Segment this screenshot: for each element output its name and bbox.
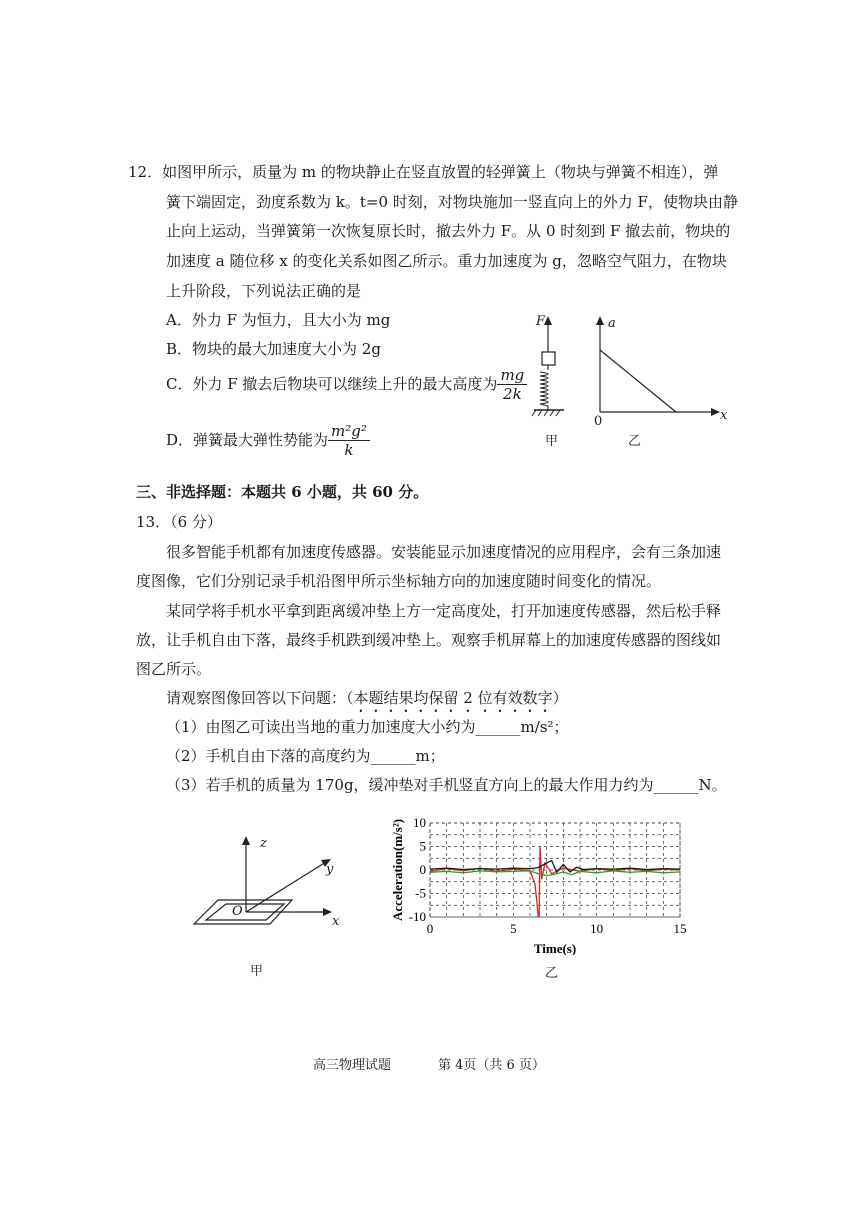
q12-option-b: B．物块的最大加速度大小为 2g (166, 340, 381, 358)
q12-line-2: 簧下端固定，劲度系数为 k。t=0 时刻，对物块施加一竖直向上的外力 F，使物块由静 (166, 193, 738, 211)
q13-para2-line1: 某同学将手机水平拿到距离缓冲垫上方一定高度处，打开加速度传感器，然后松手释 (166, 602, 722, 620)
q12-option-a: A．外力 F 为恒力，且大小为 mg (166, 311, 391, 329)
acceleration-chart (380, 805, 700, 955)
q13-para1-line2: 度图像，它们分别记录手机沿图甲所示坐标轴方向的加速度随时间变化的情况。 (136, 572, 662, 590)
q13-prompt-suffix: ） (552, 689, 568, 707)
x-axis-label: x (720, 408, 728, 423)
y-axis-label: y (326, 862, 334, 877)
q12-jia-caption: 甲 (545, 434, 559, 449)
q12-option-c (166, 364, 527, 404)
x-tick-label: 15 (673, 921, 687, 936)
origin-label: O (232, 904, 243, 919)
fraction-numerator: mg (497, 366, 527, 385)
footer-page-number: 第 4页（共 6 页） (438, 1058, 545, 1073)
q13-para1-line1: 很多智能手机都有加速度传感器。安装能显示加速度情况的应用程序，会有三条加速 (166, 543, 722, 561)
q12-option-d-fraction (328, 422, 370, 459)
force-label: F (536, 314, 546, 329)
x-tick-label: 10 (590, 921, 604, 936)
y-tick-label: 0 (419, 862, 426, 877)
q12-spring-figure (520, 312, 603, 452)
fraction-numerator: m²g² (328, 422, 370, 441)
y-tick-label: -10 (408, 909, 426, 924)
q13-subquestion-1: （1）由图乙可读出当地的重力加速度大小约为______m/s²； (166, 718, 569, 736)
origin-label: 0 (594, 414, 603, 429)
q13-subquestion-3: （3）若手机的质量为 170g，缓冲垫对手机竖直方向上的最大作用力约为______N。 (166, 776, 727, 794)
y-axis-label: a (608, 316, 616, 331)
q12-option-d-text: D．弹簧最大弹性势能为 (166, 431, 329, 449)
x-tick-label: 5 (510, 921, 517, 936)
q12-option-d (166, 418, 370, 462)
q13-prompt-emphasis: 本题结果均保留 2 位有效数字 (353, 689, 553, 707)
q13-jia-caption: 甲 (250, 964, 264, 979)
x-axis-label: x (332, 914, 340, 929)
y-tick-label: -5 (415, 885, 426, 901)
q13-para2-line2: 放，让手机自由下落，最终手机跌到缓冲垫上。观察手机屏幕上的加速度传感器的图线如 (136, 631, 722, 649)
section-heading: 三、非选择题：本题共 6 小题，共 60 分。 (136, 483, 429, 501)
footer-title: 高三物理试题 (313, 1058, 392, 1073)
q13-axes-figure (190, 830, 350, 940)
y-axis-title: Acceleration(m/s²) (390, 818, 405, 922)
q13-yi-caption: 乙 (545, 966, 559, 981)
fraction-denominator: 2k (503, 384, 522, 403)
z-axis-label: z (260, 836, 267, 851)
q13-para2-line3: 图乙所示。 (136, 660, 212, 678)
y-tick-label: 5 (419, 838, 426, 854)
q12-line-3: 止向上运动，当弹簧第一次恢复原长时，撤去外力 F。从 0 时刻到 F 撤去前，物块的 (166, 222, 731, 240)
fraction-denominator: k (344, 440, 354, 459)
q13-prompt-prefix: 请观察图像回答以下问题：（ (166, 689, 354, 707)
x-tick-label: 0 (426, 921, 434, 936)
q13-header: 13．（6 分） (136, 513, 222, 531)
q12-line-1: 12．如图甲所示，质量为 m 的物块静止在竖直放置的轻弹簧上（物块与弹簧不相连），弹 (128, 163, 719, 181)
q12-line-4: 加速度 a 随位移 x 的变化关系如图乙所示。重力加速度为 g，忽略空气阻力，在物块 (166, 252, 727, 270)
series-line-0 (430, 847, 680, 917)
q13-prompt (166, 688, 568, 716)
q12-yi-caption: 乙 (628, 434, 642, 449)
q12-line-5: 上升阶段，下列说法正确的是 (166, 282, 362, 300)
x-axis-title: Time(s) (533, 941, 577, 955)
q13-subquestion-2: （2）手机自由下落的高度约为______m； (166, 747, 445, 765)
y-tick-label: 10 (413, 815, 426, 830)
q12-option-c-text: C．外力 F 撤去后物块可以继续上升的最大高度为 (166, 375, 498, 393)
